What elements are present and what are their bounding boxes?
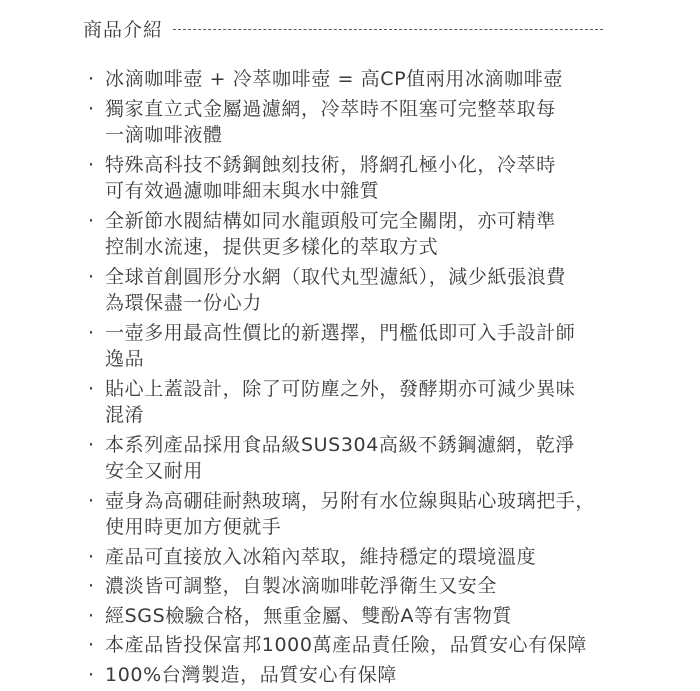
feature-text: 冰滴咖啡壺 + 冷萃咖啡壺 = 高CP值兩用冰滴咖啡壺 xyxy=(105,68,563,90)
feature-item xyxy=(88,573,678,600)
feature-text: 貼心上蓋設計，除了可防塵之外，發酵期亦可減少異味 混淆 xyxy=(105,377,576,426)
section-title: 商品介紹 xyxy=(83,18,164,41)
feature-item xyxy=(88,208,678,261)
bullet-dot-icon: · xyxy=(88,545,95,568)
feature-item xyxy=(88,264,678,317)
feature-item xyxy=(88,152,678,205)
bullet-dot-icon: · xyxy=(88,377,95,400)
bullet-dot-icon: · xyxy=(88,663,95,686)
bullet-dot-icon: · xyxy=(88,321,95,344)
feature-item xyxy=(88,320,678,373)
feature-text: 一壺多用最高性價比的新選擇，門檻低即可入手設計師 逸品 xyxy=(105,321,576,370)
feature-text: 特殊高科技不銹鋼蝕刻技術，將網孔極小化，冷萃時 可有效過濾咖啡細末與水中雜質 xyxy=(105,153,556,202)
feature-text: 本產品皆投保富邦1000萬產品責任險，品質安心有保障 xyxy=(105,634,587,656)
feature-item xyxy=(88,96,678,149)
dashed-divider xyxy=(173,29,603,30)
feature-text: 壺身為高硼硅耐熱玻璃，另附有水位線與貼心玻璃把手， 使用時更加方便就手 xyxy=(105,489,596,538)
feature-item xyxy=(88,544,678,571)
bullet-dot-icon: · xyxy=(88,265,95,288)
feature-item xyxy=(88,662,678,689)
section-header xyxy=(83,14,603,42)
feature-text: 經SGS檢驗合格，無重金屬、雙酚A等有害物質 xyxy=(105,604,513,627)
bullet-dot-icon: · xyxy=(88,68,95,90)
feature-item xyxy=(88,603,678,630)
feature-text: 全球首創圓形分水網（取代丸型濾紙），減少紙張浪費 為環保盡一份心力 xyxy=(105,265,566,314)
feature-text: 全新節水閥結構如同水龍頭般可完全關閉，亦可精準 控制水流速，提供更多樣化的萃取方式 xyxy=(105,209,556,258)
bullet-dot-icon: · xyxy=(88,489,95,512)
feature-text: 獨家直立式金屬過濾網，冷萃時不阻塞可完整萃取每 一滴咖啡液體 xyxy=(105,97,556,146)
feature-item xyxy=(88,66,678,93)
bullet-dot-icon: · xyxy=(88,433,95,456)
feature-item xyxy=(88,376,678,429)
feature-text: 濃淡皆可調整，自製冰滴咖啡乾淨衛生又安全 xyxy=(105,575,498,597)
bullet-dot-icon: · xyxy=(88,575,95,597)
bullet-dot-icon: · xyxy=(88,209,95,232)
feature-text: 產品可直接放入冰箱內萃取，維持穩定的環境溫度 xyxy=(105,545,537,568)
feature-item xyxy=(88,488,678,541)
bullet-dot-icon: · xyxy=(88,153,95,176)
feature-text: 100%台灣製造，品質安心有保障 xyxy=(105,663,397,686)
feature-item xyxy=(88,432,678,485)
bullet-dot-icon: · xyxy=(88,604,95,627)
bullet-dot-icon: · xyxy=(88,634,95,656)
feature-list xyxy=(88,66,678,691)
feature-text: 本系列產品採用食品級SUS304高級不銹鋼濾網，乾淨 安全又耐用 xyxy=(105,433,575,482)
feature-item xyxy=(88,632,678,659)
bullet-dot-icon: · xyxy=(88,97,95,120)
